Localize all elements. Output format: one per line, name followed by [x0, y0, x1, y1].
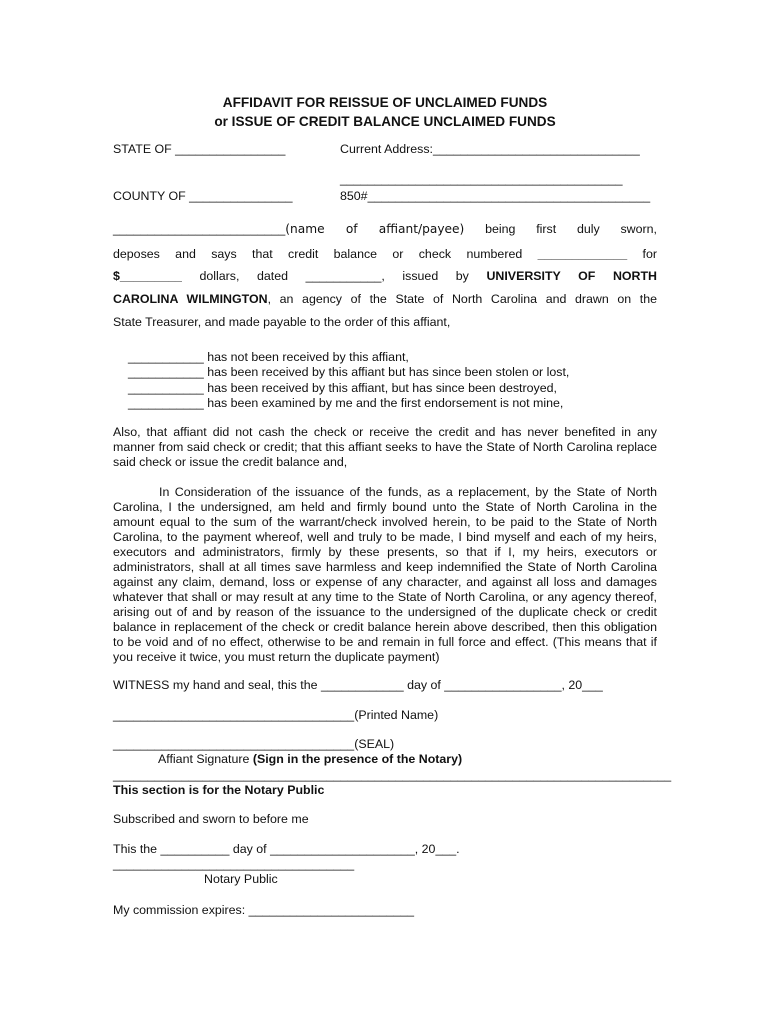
option-stolen-lost[interactable]: ___________ has been received by this affiant but has since been stolen or lost,: [128, 365, 570, 379]
option-not-received[interactable]: ___________ has not been received by this affiant,: [128, 350, 409, 364]
agency-text: , an agency of the State of North Carolina and drawn on the: [267, 292, 658, 306]
affiant-line3: [113, 269, 657, 284]
phone-field[interactable]: 850#_________________________________________: [340, 189, 651, 203]
notary-public-label: Notary Public: [204, 872, 278, 886]
university-name-part2: CAROLINA WILMINGTON: [113, 292, 268, 306]
also-paragraph: Also, that affiant did not cash the check or receive the credit and has never benefited in any manner from said check or credit; that this affiant seeks to have the State of North Carolina replace said check or issue the credit balance and,: [113, 425, 657, 469]
check-number-blank[interactable]: _____________: [537, 247, 628, 261]
address-line2-field[interactable]: _________________________________________: [340, 172, 623, 186]
university-name-part1: UNIVERSITY OF NORTH: [486, 269, 657, 283]
county-of-field[interactable]: COUNTY OF _______________: [113, 189, 293, 203]
affiant-line1: [113, 222, 657, 237]
dollars-dated-text: dollars, dated ___________, issued by: [199, 269, 469, 283]
deposes-text: deposes and says that credit balance or check numbered: [113, 247, 523, 261]
consideration-paragraph: In Consideration of the issuance of the funds, as a replacement, by the State of North Carolina, I the undersigned, am held and firmly bound unto the State of North Carolina in the amount equal to the sum of the warrant/check involved herein, to be paid to the State of North Carolina, to the payment whereof, well and truly to be made, I bind myself and each of my heirs, executors and administrators, firmly by these presents, so that if I, my heirs, executors or administrators, shall at all times save harmless and keep indemnified the State of North Carolina against any claim, demand, loss or expense of any character, and against all loss and damages whatever that shall or may result at any time to the State of North Carolina, or any agency thereof, arising out of and by reason of the issuance to the undersigned of the duplicate check or credit balance in replacement of the check or credit balance herein above described, then this obligation to be void and of no effect, otherwise to be and remain in full force and effect. (This means that if you receive it twice, you must return the duplicate payment): [113, 485, 657, 664]
for-text: for: [642, 247, 657, 261]
affiant-line2: [113, 247, 657, 262]
affiant-name-blank[interactable]: _________________________: [113, 222, 286, 236]
witness-line[interactable]: WITNESS my hand and seal, this the ____________ day of _________________, 20___: [113, 678, 603, 692]
affiant-line4: [113, 292, 657, 307]
option-endorsement[interactable]: ___________ has been examined by me and the first endorsement is not mine,: [128, 396, 564, 410]
affiant-signature-label: Affiant Signature: [158, 752, 253, 766]
affiant-signature-caption: [158, 752, 462, 767]
printed-name-line[interactable]: ___________________________________(Printed Name): [113, 708, 439, 722]
affiant-signature-note: (Sign in the presence of the Notary): [252, 752, 463, 766]
notary-signature-line[interactable]: ___________________________________: [113, 857, 355, 871]
seal-line[interactable]: ___________________________________(SEAL): [113, 737, 395, 751]
notary-date-line[interactable]: This the __________ day of _____________________, 20___.: [113, 842, 460, 856]
document-title-line2: or ISSUE OF CREDIT BALANCE UNCLAIMED FUNDS: [214, 114, 556, 129]
sworn-text: being first duly sworn,: [485, 222, 657, 236]
affiant-line5: State Treasurer, and made payable to the order of this affiant,: [113, 315, 451, 329]
commission-expires-line[interactable]: My commission expires: ________________________: [113, 903, 415, 917]
subscribed-text: Subscribed and sworn to before me: [113, 812, 309, 826]
section-divider: _________________________________________________________________________________: [113, 768, 672, 782]
amount-blank[interactable]: $_________: [113, 269, 182, 283]
notary-heading: This section is for the Notary Public: [113, 783, 325, 797]
state-of-field[interactable]: STATE OF ________________: [113, 142, 286, 156]
current-address-field[interactable]: Current Address:______________________________: [340, 142, 640, 156]
option-destroyed[interactable]: ___________ has been received by this affiant, but has since been destroyed,: [128, 381, 557, 395]
document-title-line1: AFFIDAVIT FOR REISSUE OF UNCLAIMED FUNDS: [222, 95, 548, 110]
affiant-name-label: (name of affiant/payee): [285, 222, 465, 236]
